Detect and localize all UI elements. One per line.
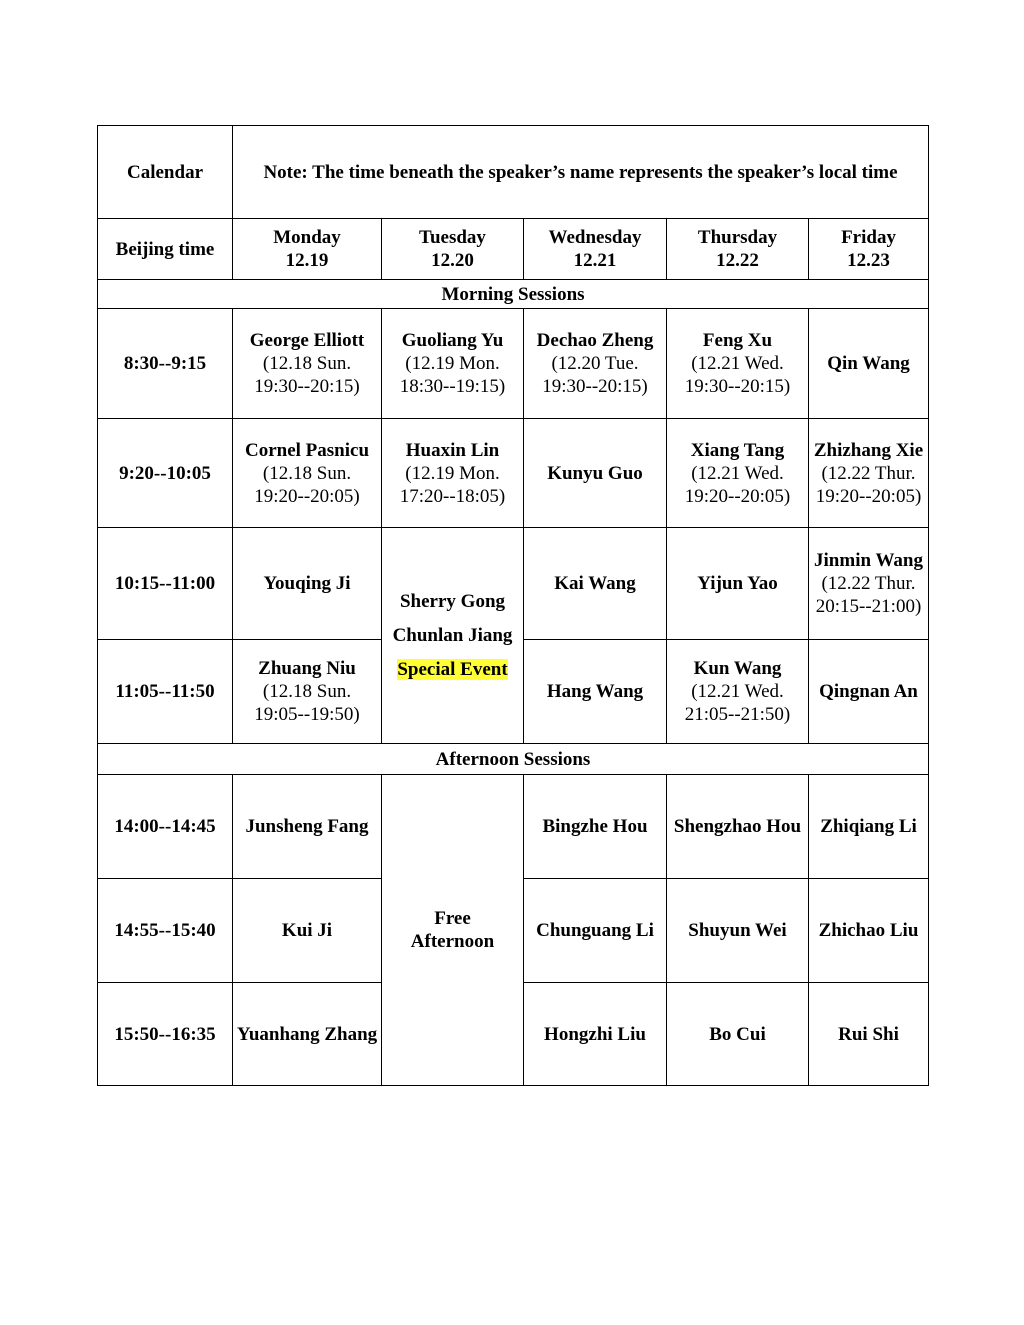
session-cell: Bingzhe Hou (524, 775, 667, 879)
time-slot: 9:20--10:05 (98, 419, 233, 528)
session-cell: Rui Shi (809, 983, 929, 1086)
session-cell: Zhizhang Xie (12.22 Thur. 19:20--20:05) (809, 419, 929, 528)
session-cell: Huaxin Lin (12.19 Mon. 17:20--18:05) (382, 419, 524, 528)
beijing-time-header: Beijing time (98, 219, 233, 280)
session-cell: Shuyun Wei (667, 879, 809, 983)
day-header-monday: Monday 12.19 (233, 219, 382, 280)
table-row (98, 528, 929, 640)
day-header-thursday: Thursday 12.22 (667, 219, 809, 280)
special-event-badge: Special Event (397, 659, 508, 680)
time-slot: 8:30--9:15 (98, 309, 233, 419)
afternoon-sessions-heading: Afternoon Sessions (98, 744, 929, 775)
speaker-name: Sherry Gong (399, 591, 506, 612)
time-slot: 10:15--11:00 (98, 528, 233, 640)
session-cell: Kui Ji (233, 879, 382, 983)
day-header-tuesday: Tuesday 12.20 (382, 219, 524, 280)
session-cell: Qin Wang (809, 309, 929, 419)
session-cell: Dechao Zheng (12.20 Tue. 19:30--20:15) (524, 309, 667, 419)
session-cell: Junsheng Fang (233, 775, 382, 879)
schedule-table (97, 125, 929, 1086)
time-slot: 14:00--14:45 (98, 775, 233, 879)
session-cell: Zhichao Liu (809, 879, 929, 983)
table-row (98, 775, 929, 879)
day-header-row (98, 219, 929, 280)
session-cell: Chunguang Li (524, 879, 667, 983)
session-cell: Hongzhi Liu (524, 983, 667, 1086)
session-cell: Kunyu Guo (524, 419, 667, 528)
session-cell: Hang Wang (524, 640, 667, 744)
session-cell: Zhuang Niu (12.18 Sun. 19:05--19:50) (233, 640, 382, 744)
session-cell: Youqing Ji (233, 528, 382, 640)
time-slot: 11:05--11:50 (98, 640, 233, 744)
time-slot: 14:55--15:40 (98, 879, 233, 983)
day-header-friday: Friday 12.23 (809, 219, 929, 280)
session-cell: Kun Wang (12.21 Wed. 21:05--21:50) (667, 640, 809, 744)
session-cell: Cornel Pasnicu (12.18 Sun. 19:20--20:05) (233, 419, 382, 528)
session-cell: Yijun Yao (667, 528, 809, 640)
time-slot: 15:50--16:35 (98, 983, 233, 1086)
session-cell: Feng Xu (12.21 Wed. 19:30--20:15) (667, 309, 809, 419)
afternoon-section-row (98, 744, 929, 775)
session-cell: Guoliang Yu (12.19 Mon. 18:30--19:15) (382, 309, 524, 419)
morning-sessions-heading: Morning Sessions (98, 280, 929, 309)
session-cell: George Elliott (12.18 Sun. 19:30--20:15) (233, 309, 382, 419)
speaker-name: Chunlan Jiang (392, 625, 513, 646)
session-cell: Bo Cui (667, 983, 809, 1086)
table-row (98, 309, 929, 419)
session-cell: Shengzhao Hou (667, 775, 809, 879)
free-afternoon-block: Free Afternoon (382, 775, 524, 1086)
session-cell: Zhiqiang Li (809, 775, 929, 879)
session-cell: Xiang Tang (12.21 Wed. 19:20--20:05) (667, 419, 809, 528)
morning-section-row (98, 280, 929, 309)
day-header-wednesday: Wednesday 12.21 (524, 219, 667, 280)
table-row (98, 419, 929, 528)
local-time-note: Note: The time beneath the speaker’s name represents the speaker’s local time (233, 126, 929, 219)
session-cell: Qingnan An (809, 640, 929, 744)
title-row (98, 126, 929, 219)
session-cell: Yuanhang Zhang (233, 983, 382, 1086)
session-cell: Kai Wang (524, 528, 667, 640)
tuesday-morning-block (382, 528, 524, 744)
calendar-title: Calendar (98, 126, 233, 219)
session-cell: Jinmin Wang (12.22 Thur. 20:15--21:00) (809, 528, 929, 640)
